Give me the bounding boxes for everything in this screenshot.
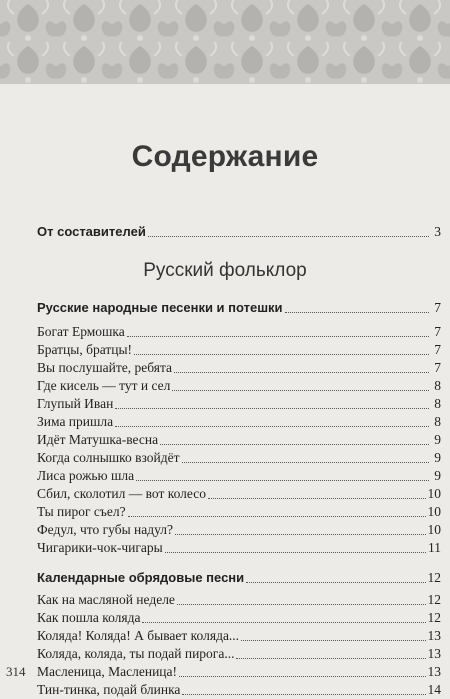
toc-entry-label: Масленица, Масленица! <box>37 664 178 679</box>
leader-dots <box>208 498 426 499</box>
toc-entry-label: Коляда, коляда, ты подай пирога... <box>37 646 235 661</box>
toc-entry-page: 8 <box>434 414 441 429</box>
toc-entry-label: Богат Ермошка <box>37 324 125 339</box>
toc-entry-label: От составителей <box>37 224 146 239</box>
toc-entry[interactable] <box>37 466 441 484</box>
leader-dots <box>179 676 425 677</box>
toc-entry[interactable] <box>37 412 441 430</box>
page-number: 314 <box>6 664 26 679</box>
toc-entry-label: Идёт Матушка-весна <box>37 432 159 447</box>
toc-entry-label: Зима пришла <box>37 414 114 429</box>
toc-entry-label: Где кисель — тут и сел <box>37 378 171 393</box>
toc-entry[interactable] <box>37 608 441 626</box>
leader-dots <box>241 640 425 641</box>
leader-dots <box>174 372 429 373</box>
toc-entry[interactable] <box>37 376 441 394</box>
toc-entry-page: 3 <box>434 224 441 239</box>
toc-group-heading[interactable] <box>37 298 441 316</box>
toc-entry-page: 11 <box>428 540 441 555</box>
toc-entry-page: 7 <box>434 300 441 315</box>
toc-entry-page: 10 <box>427 522 441 537</box>
toc-entry-page: 9 <box>434 450 441 465</box>
toc-entry[interactable] <box>37 644 441 662</box>
leader-dots <box>172 390 429 391</box>
leader-dots <box>136 480 429 481</box>
decorative-header-ornament <box>0 0 450 84</box>
leader-dots <box>115 426 429 427</box>
toc-entry-label: Лиса рожью шла <box>37 468 135 483</box>
toc-entry-label: Когда солнышко взойдёт <box>37 450 180 465</box>
leader-dots <box>148 236 429 237</box>
toc-entry-label: Ты пирог съел? <box>37 504 126 519</box>
toc-entry-label: Вы послушайте, ребята <box>37 360 173 375</box>
toc-entry-label: Коляда! Коляда! А бывает коляда... <box>37 628 240 643</box>
leader-dots <box>175 534 425 535</box>
toc-entry-page: 7 <box>434 324 441 339</box>
leader-dots <box>236 658 425 659</box>
toc-entry[interactable] <box>37 662 441 680</box>
toc-entry[interactable] <box>37 520 441 538</box>
toc-entry-page: 12 <box>427 592 441 607</box>
toc-entry-label: Братцы, братцы! <box>37 342 133 357</box>
leader-dots <box>165 552 426 553</box>
toc-entry-label: Сбил, сколотил — вот колесо <box>37 486 206 501</box>
toc-entry-page: 10 <box>427 504 441 519</box>
leader-dots <box>182 462 429 463</box>
toc-entry[interactable] <box>37 340 441 358</box>
leader-dots <box>128 516 426 517</box>
toc-entry[interactable] <box>37 358 441 376</box>
toc-entry[interactable] <box>37 430 441 448</box>
toc-group-heading[interactable] <box>37 568 441 586</box>
leader-dots <box>142 622 425 623</box>
ornament-pattern-icon <box>0 0 450 84</box>
leader-dots <box>134 354 429 355</box>
toc-entry-page: 12 <box>427 570 441 585</box>
toc-entry-label: Русские народные песенки и потешки <box>37 300 283 315</box>
toc-entry-page: 10 <box>427 486 441 501</box>
toc-entry-page: 8 <box>434 396 441 411</box>
toc-entry-page: 9 <box>434 432 441 447</box>
toc-entry-page: 8 <box>434 378 441 393</box>
toc-entry[interactable] <box>37 538 441 556</box>
section-title: Русский фольклор <box>143 260 307 281</box>
toc-entry-page: 7 <box>434 360 441 375</box>
toc-entry-label: Глупый Иван <box>37 396 114 411</box>
toc-entry-label: Чигарики-чок-чигары <box>37 540 163 555</box>
toc-entry[interactable] <box>37 502 441 520</box>
leader-dots <box>285 312 429 313</box>
toc-entry-page: 12 <box>427 610 441 625</box>
page-title: Содержание <box>131 140 319 173</box>
leader-dots <box>127 336 429 337</box>
leader-dots <box>115 408 429 409</box>
toc-entry[interactable] <box>37 322 441 340</box>
toc-entry-label: Календарные обрядовые песни <box>37 570 245 585</box>
toc-entry[interactable] <box>37 590 441 608</box>
toc-entry[interactable] <box>37 394 441 412</box>
toc-entry[interactable] <box>37 448 441 466</box>
toc-entry[interactable] <box>37 484 441 502</box>
toc-entry-page: 13 <box>427 664 441 679</box>
toc-entry-intro[interactable] <box>37 222 441 240</box>
toc-entry-label: Федул, что губы надул? <box>37 522 174 537</box>
toc-entry-page: 7 <box>434 342 441 357</box>
toc-entry[interactable] <box>37 626 441 644</box>
leader-dots <box>177 604 426 605</box>
toc-entry-page: 9 <box>434 468 441 483</box>
toc-entry-label: Тин-тинка, подай блинка <box>37 682 181 697</box>
toc-entry-label: Как на масляной неделе <box>37 592 175 607</box>
leader-dots <box>246 582 425 583</box>
toc-entry-page: 13 <box>427 646 441 661</box>
toc-entry-page: 13 <box>427 628 441 643</box>
toc-entry-label: Как пошла коляда <box>37 610 141 625</box>
toc-entry-page: 14 <box>427 682 441 697</box>
toc-entry[interactable] <box>37 680 441 698</box>
leader-dots <box>160 444 429 445</box>
leader-dots <box>182 694 425 695</box>
